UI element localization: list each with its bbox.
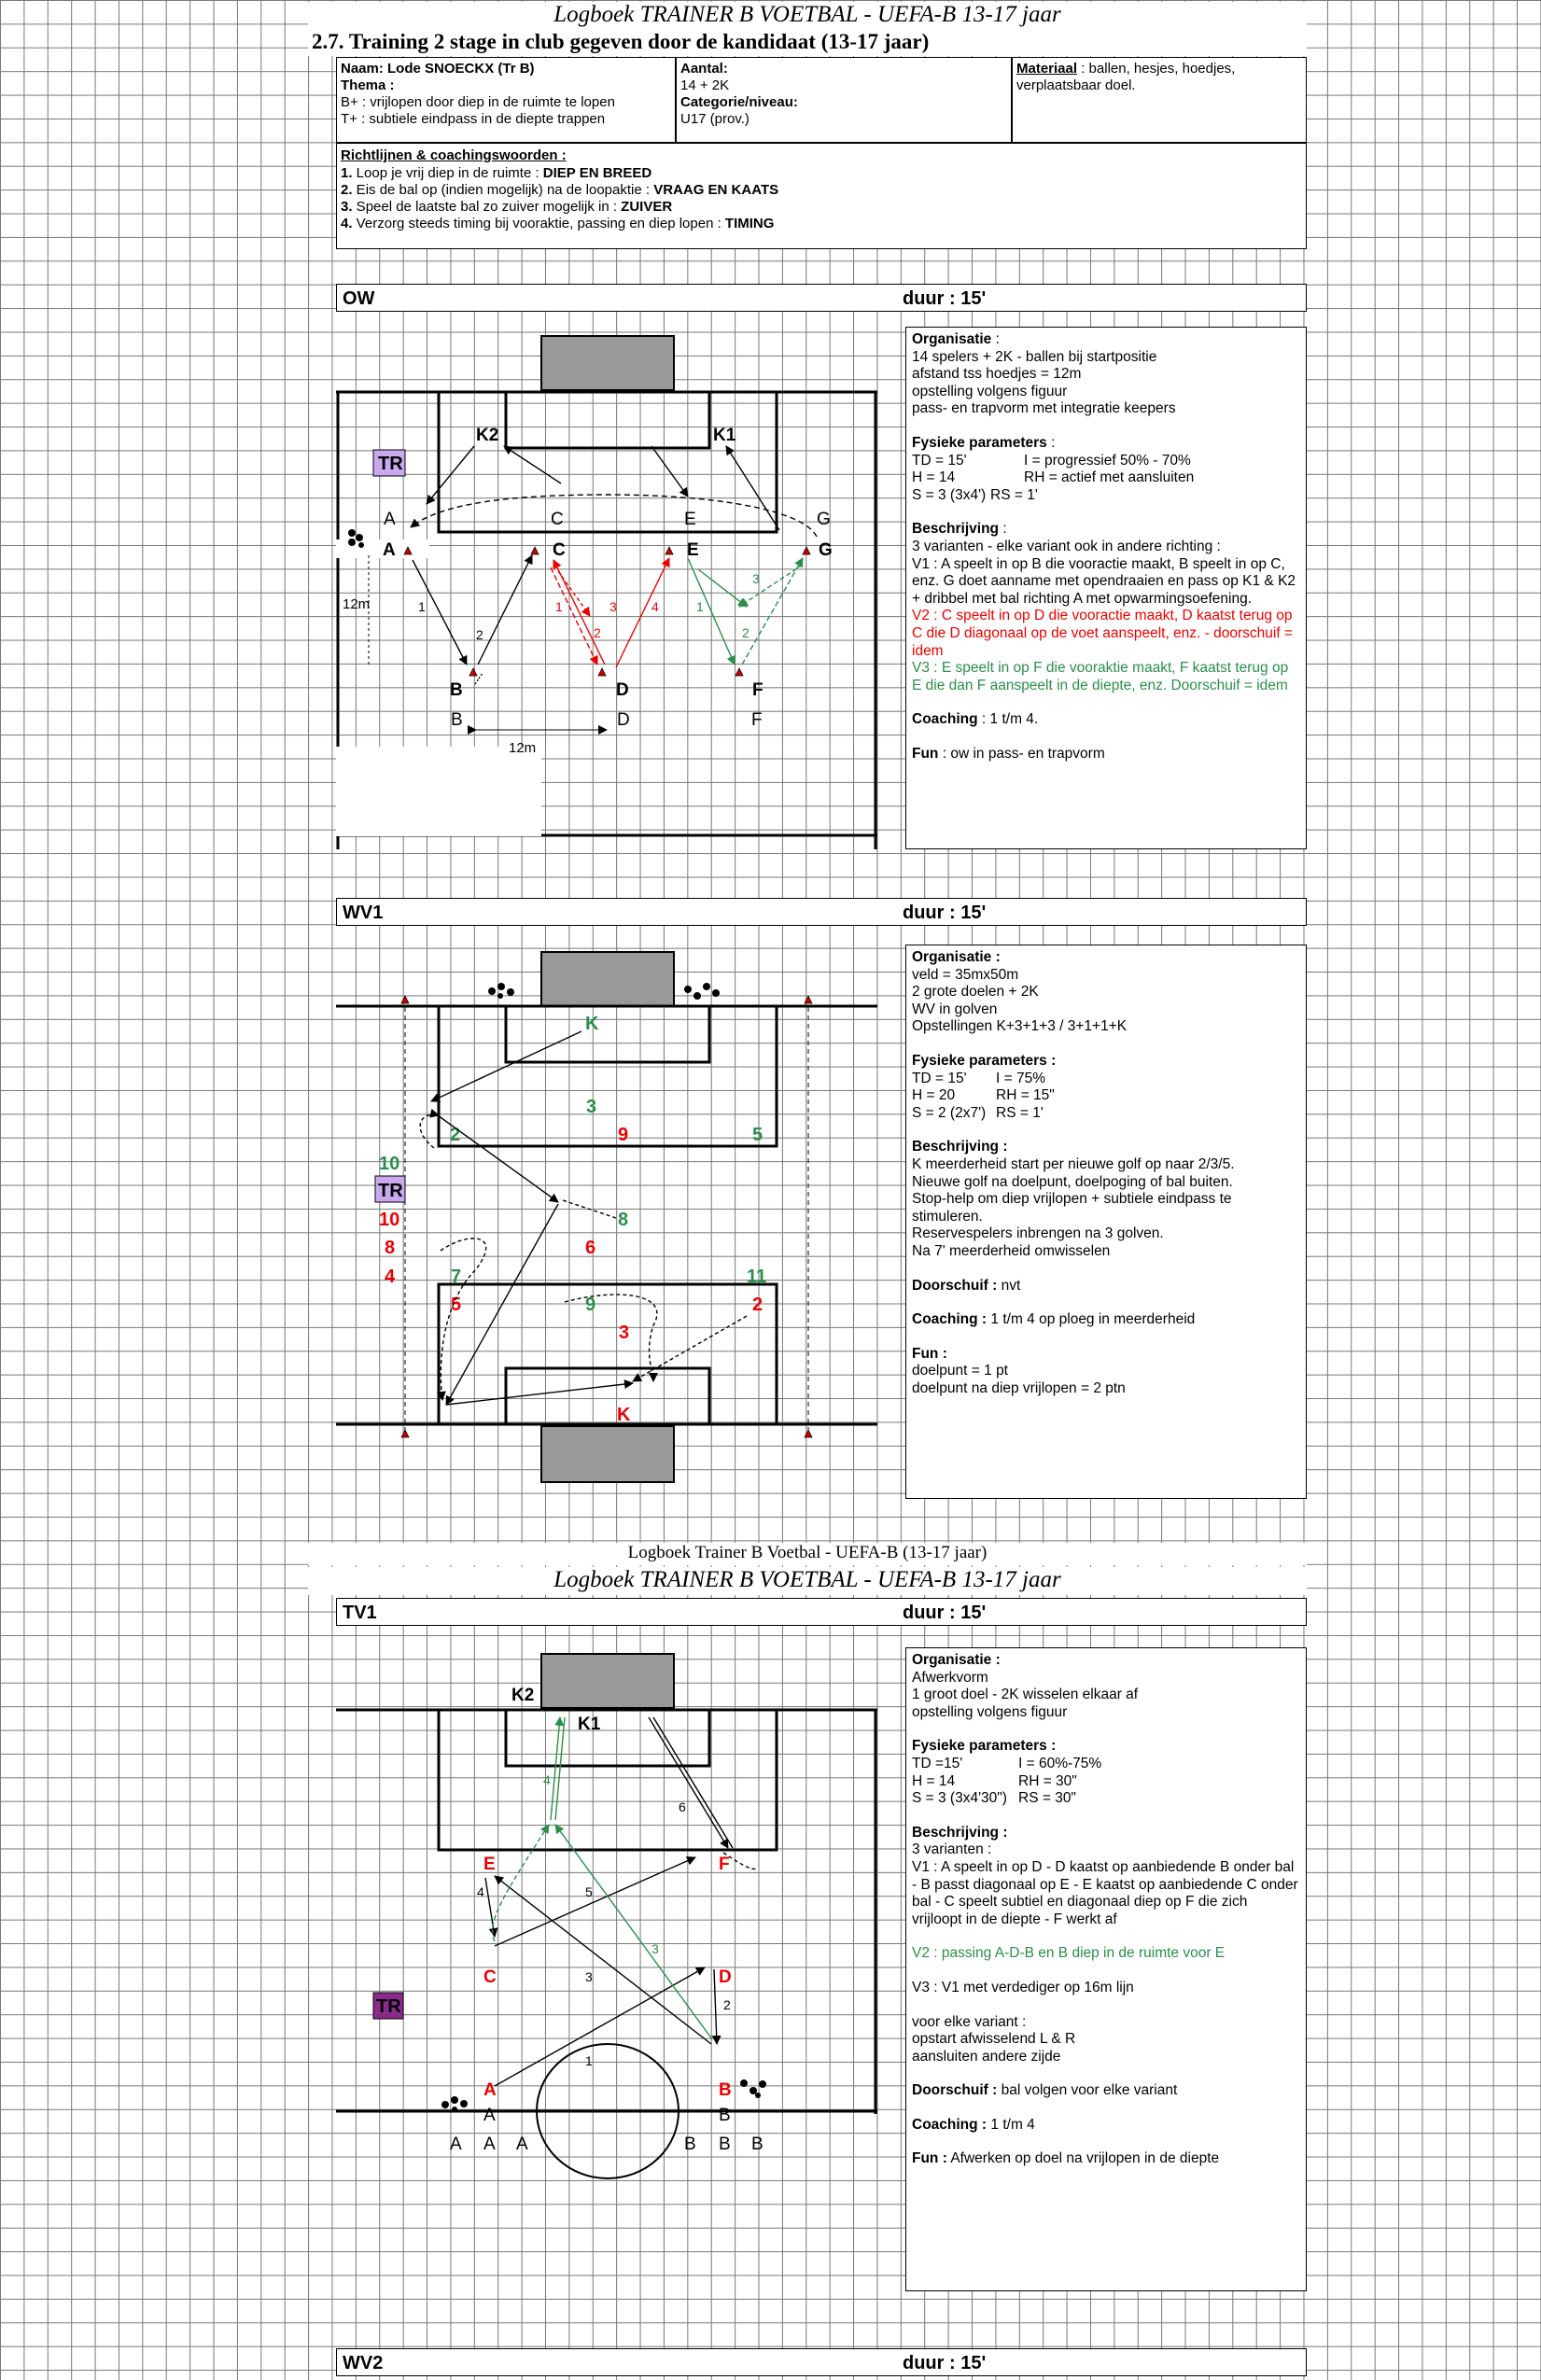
tv1-field	[336, 1654, 877, 2178]
ow-v2: V2 : C speelt in op D die vooractie maakt, D kaatst terug op C die D diagonaal op de voet aanspeelt, enz. - doorschuif = idem	[912, 608, 1294, 659]
aantal: 14 + 2K	[680, 77, 730, 93]
tv1-f: F	[719, 1855, 730, 1874]
ow-label: OW	[343, 288, 375, 309]
ow-red-1: 1	[555, 599, 563, 614]
tv1-num-3-green: 3	[651, 1941, 659, 1956]
ow-b: B	[450, 680, 463, 700]
ow-f-bot: F	[751, 710, 763, 730]
tv1-num-3: 3	[585, 1969, 593, 1984]
ow-trainer-label: TR	[378, 454, 403, 474]
aantal-label: Aantal:	[680, 61, 728, 77]
richtlijnen-title: Richtlijnen & coachingswoorden :	[341, 147, 567, 163]
thema-2: T+ : subtiele eindpass in de diepte trappen	[341, 111, 606, 127]
ow-red-2: 2	[594, 625, 601, 640]
wv1-trainer-label: TR	[378, 1181, 403, 1201]
ow-org-4: pass- en trapvorm met integratie keepers	[912, 400, 1176, 417]
richtlijn-2: 2. Eis de bal op (indien mogelijk) na de loopaktie : VRAAG EN KAATS	[341, 182, 779, 198]
ow-a-top: A	[384, 510, 396, 529]
richtlijn-4: 4. Verzorg steeds timing bij vooraktie, passing en diep lopen : TIMING	[341, 216, 775, 231]
page-header-title: Logboek TRAINER B VOETBAL - UEFA-B 13-17 jaar	[308, 2, 1307, 28]
tv1-a-row1: A	[450, 2135, 462, 2154]
wv1-g10: 10	[379, 1154, 400, 1174]
tv1-a: A	[483, 2080, 497, 2100]
wv1-g9: 9	[585, 1295, 596, 1315]
thema-1: B+ : vrijlopen door diep in de ruimte te lopen	[341, 94, 615, 110]
ow-org-2: afstand tss hoedjes = 12m	[912, 366, 1082, 383]
ow-e: E	[687, 540, 699, 560]
wv1-g8: 8	[618, 1210, 629, 1230]
tv1-a-row2: A	[483, 2135, 496, 2154]
page-header-title-2: Logboek TRAINER B VOETBAL - UEFA-B 13-17 jaar	[308, 1567, 1307, 1595]
wv2-duur: duur : 15'	[903, 2353, 987, 2373]
tv1-bar	[336, 1598, 1307, 1626]
wv2-label: WV2	[343, 2353, 384, 2373]
ow-green-1: 1	[696, 599, 704, 614]
tv1-k2-label: K2	[511, 1686, 535, 1705]
wv1-g2: 2	[450, 1125, 461, 1145]
tv1-b: B	[719, 2080, 732, 2100]
wv1-description: Organisatie : veld = 35mx50m 2 grote doelen + 2K WV in golven Opstellingen K+3+1+3 / 3+1+1+K Fysieke parameters : TD = 15' I = 75% H = 20 RH = 15" S = 2 (2x7') RS = 1' Beschrijving : K meerderheid start per nieuwe golf op naar 2/3/5. Nieuwe golf na doelpunt, doelpoging of bal buiten. Stop-help om diep vrijlopen + subtiele eindpass te stimuleren. Reservespelers inbrengen na 3 golven. Na 7' meerderheid omwisselen Doorschuif : nvt Coaching : 1 t/m 4 op ploeg in meerderheid Fun : doelpunt = 1 pt doelpunt na diep vrijlopen = 2 ptn	[905, 945, 1307, 1499]
tv1-b-row2: B	[719, 2135, 731, 2154]
ow-g-top: G	[817, 510, 831, 529]
tv1-num-6: 6	[679, 1799, 686, 1814]
categorie: U17 (prov.)	[680, 111, 749, 127]
ow-v3: V3 : E speelt in op F die vooraktie maakt, F kaatst terug op E die dan F aanspeelt in de diepte, enz. Doorschuif = idem	[912, 660, 1289, 693]
ow-red-3: 3	[609, 599, 617, 614]
ow-green-3: 3	[752, 571, 760, 586]
wv1-g5: 5	[752, 1125, 763, 1145]
ow-d-bot: D	[617, 710, 630, 730]
ow-fys-label: Fysieke parameters	[912, 434, 1047, 451]
ow-b-bot: B	[451, 710, 463, 730]
tv1-num-5: 5	[585, 1884, 593, 1899]
section-title-text: 2.7. Training 2 stage in club gegeven door de kandidaat (13-17 jaar)	[312, 30, 930, 53]
ow-besch-label: Beschrijving	[912, 521, 1000, 538]
ow-besch-intro: 3 varianten - elke variant ook in andere richting :	[912, 538, 1221, 554]
ow-k1-label: K1	[713, 426, 736, 445]
ow-num-1: 1	[418, 599, 426, 614]
wv1-r5: 5	[451, 1295, 462, 1315]
wv1-org-label: Organisatie :	[912, 949, 1001, 965]
wv1-g3: 3	[586, 1097, 597, 1117]
wv1-r9: 9	[618, 1125, 629, 1145]
tv1-e: E	[483, 1855, 496, 1874]
materiaal-label: Materiaal	[1016, 61, 1078, 77]
wv1-r2: 2	[752, 1295, 763, 1315]
tv1-label: TV1	[343, 1603, 377, 1623]
wv2-bar	[336, 2348, 1307, 2376]
wv1-duur: duur : 15'	[903, 903, 987, 923]
wv1-r4: 4	[385, 1267, 396, 1287]
tv1-b-row3: B	[751, 2135, 763, 2154]
wv1-label: WV1	[343, 903, 384, 923]
ow-d: D	[616, 680, 629, 700]
tv1-b-sub: B	[719, 2106, 731, 2125]
tv1-num-4: 4	[477, 1884, 484, 1899]
tv1-b-row1: B	[684, 2135, 696, 2154]
wv1-g11: 11	[747, 1267, 767, 1287]
wv1-besch-label: Beschrijving :	[912, 1139, 1008, 1155]
ow-f: F	[752, 680, 763, 700]
wv1-field	[336, 952, 877, 1482]
page-footer: Logboek Trainer B Voetbal - UEFA-B (13-17 jaar)	[308, 1543, 1307, 1565]
tv1-duur: duur : 15'	[903, 1603, 987, 1623]
wv1-r3: 3	[619, 1323, 630, 1343]
tv1-a-sub: A	[483, 2106, 496, 2125]
ow-num-2: 2	[476, 627, 483, 642]
tv1-k1-label: K1	[578, 1715, 601, 1734]
ow-g: G	[819, 540, 833, 560]
wv1-r8: 8	[385, 1238, 396, 1258]
ow-v1: V1 : A speelt in op B die vooractie maakt, B speelt in op C, enz. G doet aanname met opendraaien en pass op K1 & K2 + dribbel met bal richting A met opwarmingsoefening.	[912, 555, 1296, 607]
ow-org-3: opstelling volgens figuur	[912, 383, 1068, 399]
ow-description: Organisatie : 14 spelers + 2K - ballen bij startpositie afstand tss hoedjes = 12m opstelling volgens figuur pass- en trapvorm met integratie keepers Fysieke parameters : TD = 15' I = progressief 50% - 70% H = 14 RH = actief met aansluiten S = 3 (3x4') RS = 1' Beschrijving : 3 varianten - elke variant ook in andere richting : V1 : A speelt in op B die vooractie maakt, B speelt in op C, enz. G doet aanname met opendraaien en pass op K1 & K2 + dribbel met bal richting A met opwarmingsoefening. V2 : C speelt in op D die vooractie maakt, D kaatst terug op C die D diagonaal op de voet aanspeelt, enz. - doorschuif = idem V3 : E speelt in op F die vooraktie maakt, F kaatst terug op E die dan F aanspeelt in de diepte, enz. Doorschuif = idem Coaching : 1 t/m 4. Fun : ow in pass- en trapvorm	[905, 327, 1307, 849]
ow-red-4: 4	[651, 599, 659, 614]
tv1-num-1: 1	[585, 2053, 593, 2068]
ow-fun-label: Fun	[912, 745, 939, 762]
materiaal: : ballen, hesjes, hoedjes, verplaatsbaar doel.	[1016, 61, 1236, 93]
ow-green-2: 2	[742, 625, 749, 640]
ow-a: A	[383, 540, 396, 560]
ow-org-label: Organisatie	[912, 331, 992, 347]
wv1-r10: 10	[379, 1210, 400, 1230]
ow-dist-12m-vert: 12m	[343, 596, 371, 612]
categorie-label: Categorie/niveau:	[680, 94, 798, 110]
richtlijn-3: 3. Speel de laatste bal zo zuiver mogelijk in : ZUIVER	[341, 199, 673, 215]
wv1-fys-label: Fysieke parameters :	[912, 1052, 1057, 1069]
ow-k2-label: K2	[476, 426, 499, 445]
naam: Naam: Lode SNOECKX (Tr B)	[341, 61, 535, 77]
tv1-a-row3: A	[516, 2135, 528, 2154]
ow-dist-12m-horiz: 12m	[509, 740, 537, 756]
tv1-d: D	[719, 1967, 732, 1987]
ow-coach-label: Coaching	[912, 711, 978, 728]
tv1-c: C	[483, 1967, 497, 1987]
ow-c-top: C	[551, 510, 564, 529]
wv1-r6: 6	[585, 1238, 596, 1258]
ow-e-top: E	[684, 510, 696, 529]
ow-org-1: 14 spelers + 2K - ballen bij startpositie	[912, 348, 1157, 365]
wv1-bar	[336, 898, 1307, 926]
richtlijn-1: 1. Loop je vrij diep in de ruimte : DIEP EN BREED	[341, 165, 652, 181]
tv1-trainer-label: TR	[376, 1996, 401, 2017]
ow-duur: duur : 15'	[903, 288, 987, 309]
wv1-k-bot: K	[617, 1405, 631, 1425]
ow-c: C	[553, 540, 566, 560]
tv1-description: Organisatie : Afwerkvorm 1 groot doel - 2K wisselen elkaar af opstelling volgens figuur Fysieke parameters : TD =15' I = 60%-75% H = 14 RH = 30" S = 3 (3x4'30") RS = 30" Beschrijving : 3 varianten : V1 : A speelt in op D - D kaatst op aanbiedende B onder bal - B passt diagonaal op E - E kaatst op aanbiedende C onder bal - C speelt subtiel en diagonaal diep op F die zich vrijloopt in de diepte - F werkt af V2 : passing A-D-B en B diep in de ruimte voor E V3 : V1 met verdediger op 16m lijn voor elke variant : opstart afwisselend L & R aansluiten andere zijde Doorschuif : bal volgen voor elke variant Coaching : 1 t/m 4 Fun : Afwerken op doel na vrijlopen in de diepte	[905, 1647, 1307, 2291]
wv1-k-top: K	[585, 1014, 599, 1034]
thema-label: Thema :	[341, 77, 395, 93]
wv1-g7: 7	[451, 1267, 462, 1287]
tv1-num-4-green: 4	[543, 1772, 551, 1787]
tv1-num-2: 2	[723, 1997, 731, 2012]
